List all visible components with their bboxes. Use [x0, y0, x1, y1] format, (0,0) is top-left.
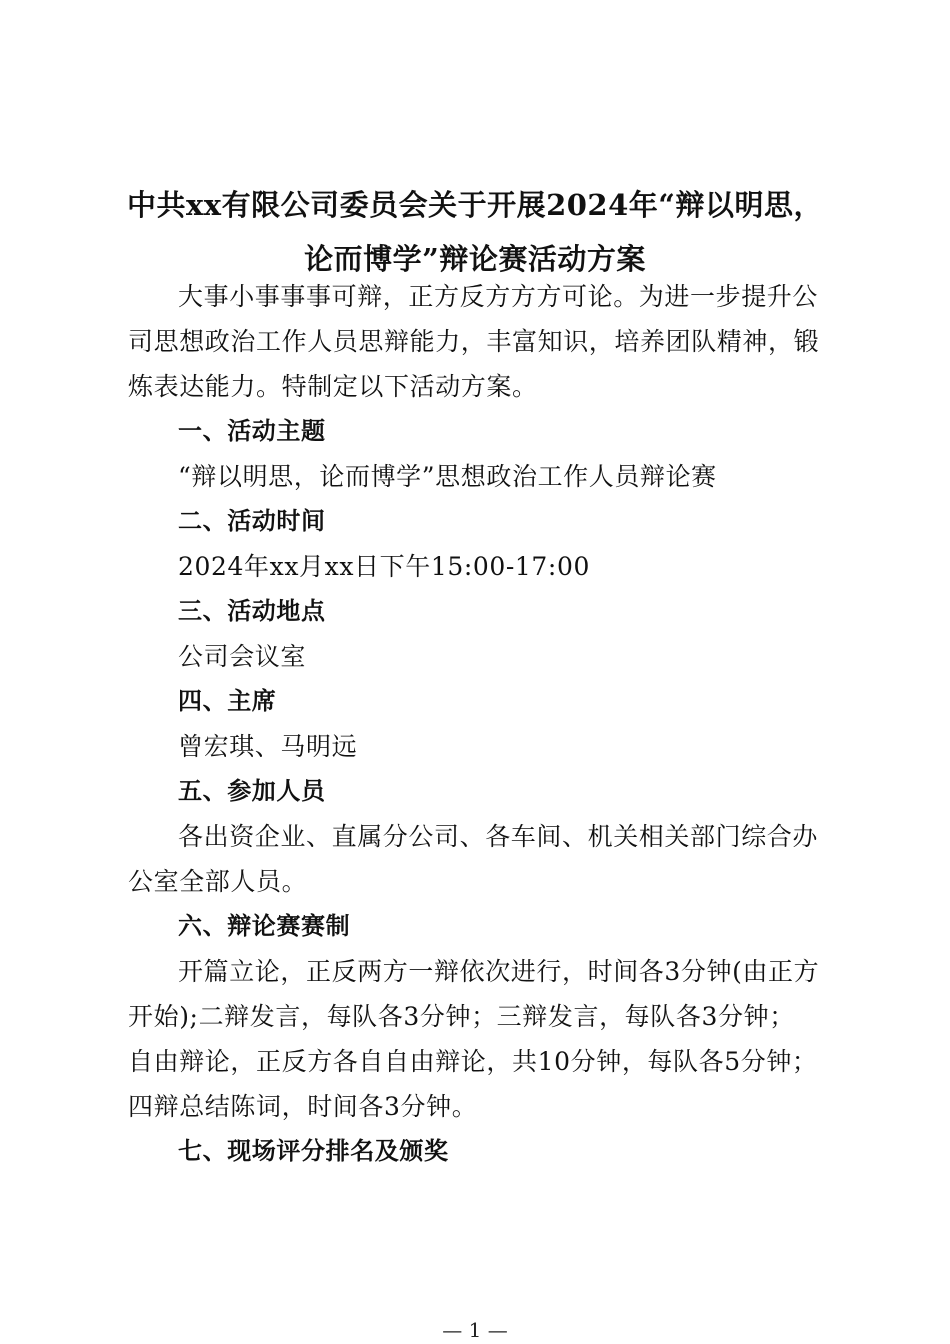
section-heading-location: 三、活动地点: [178, 597, 326, 625]
intro-paragraph: [128, 274, 828, 409]
document-body: [128, 274, 828, 1174]
section-heading-participants: 五、参加人员: [178, 777, 326, 805]
format-line-2: 开始);二辩发言，每队各3分钟；三辩发言，每队各3分钟；: [128, 1002, 795, 1031]
section-content-time: 2024年xx月xx日下午15:00-17:00: [178, 552, 590, 581]
section-heading-format: 六、辩论赛赛制: [178, 912, 351, 940]
participants-line-1: 各出资企业、直属分公司、各车间、机关相关部门综合办: [178, 822, 819, 851]
section-content-location: 公司会议室: [178, 642, 307, 671]
intro-line-1: 大事小事事事可辩，正方反方方方可论。为进一步提升公: [178, 282, 819, 311]
intro-line-3: 炼表达能力。特制定以下活动方案。: [128, 372, 538, 401]
format-line-4: 四辩总结陈词，时间各3分钟。: [128, 1092, 478, 1121]
page-number: — 1 —: [442, 1318, 508, 1342]
section-heading-theme: 一、活动主题: [178, 417, 326, 445]
participants-line-2: 公室全部人员。: [128, 867, 308, 896]
title-line-1: 中共xx有限公司委员会关于开展2024年“辩以明思，: [127, 188, 823, 222]
section-content-theme: “辩以明思，论而博学”思想政治工作人员辩论赛: [178, 462, 717, 491]
format-line-3: 自由辩论，正反方各自自由辩论，共10分钟，每队各5分钟；: [128, 1047, 818, 1076]
document-title: [120, 178, 830, 286]
section-heading-chair: 四、主席: [178, 687, 277, 715]
section-content-chair: 曾宏琪、马明远: [178, 732, 358, 761]
section-heading-scoring: 七、现场评分排名及颁奖: [178, 1137, 449, 1165]
format-line-1: 开篇立论，正反两方一辩依次进行，时间各3分钟(由正方: [178, 957, 820, 986]
intro-line-2: 司思想政治工作人员思辩能力，丰富知识，培养团队精神，锻: [128, 327, 820, 356]
title-line-2: 论而博学”辩论赛活动方案: [304, 242, 646, 276]
section-heading-time: 二、活动时间: [178, 507, 326, 535]
